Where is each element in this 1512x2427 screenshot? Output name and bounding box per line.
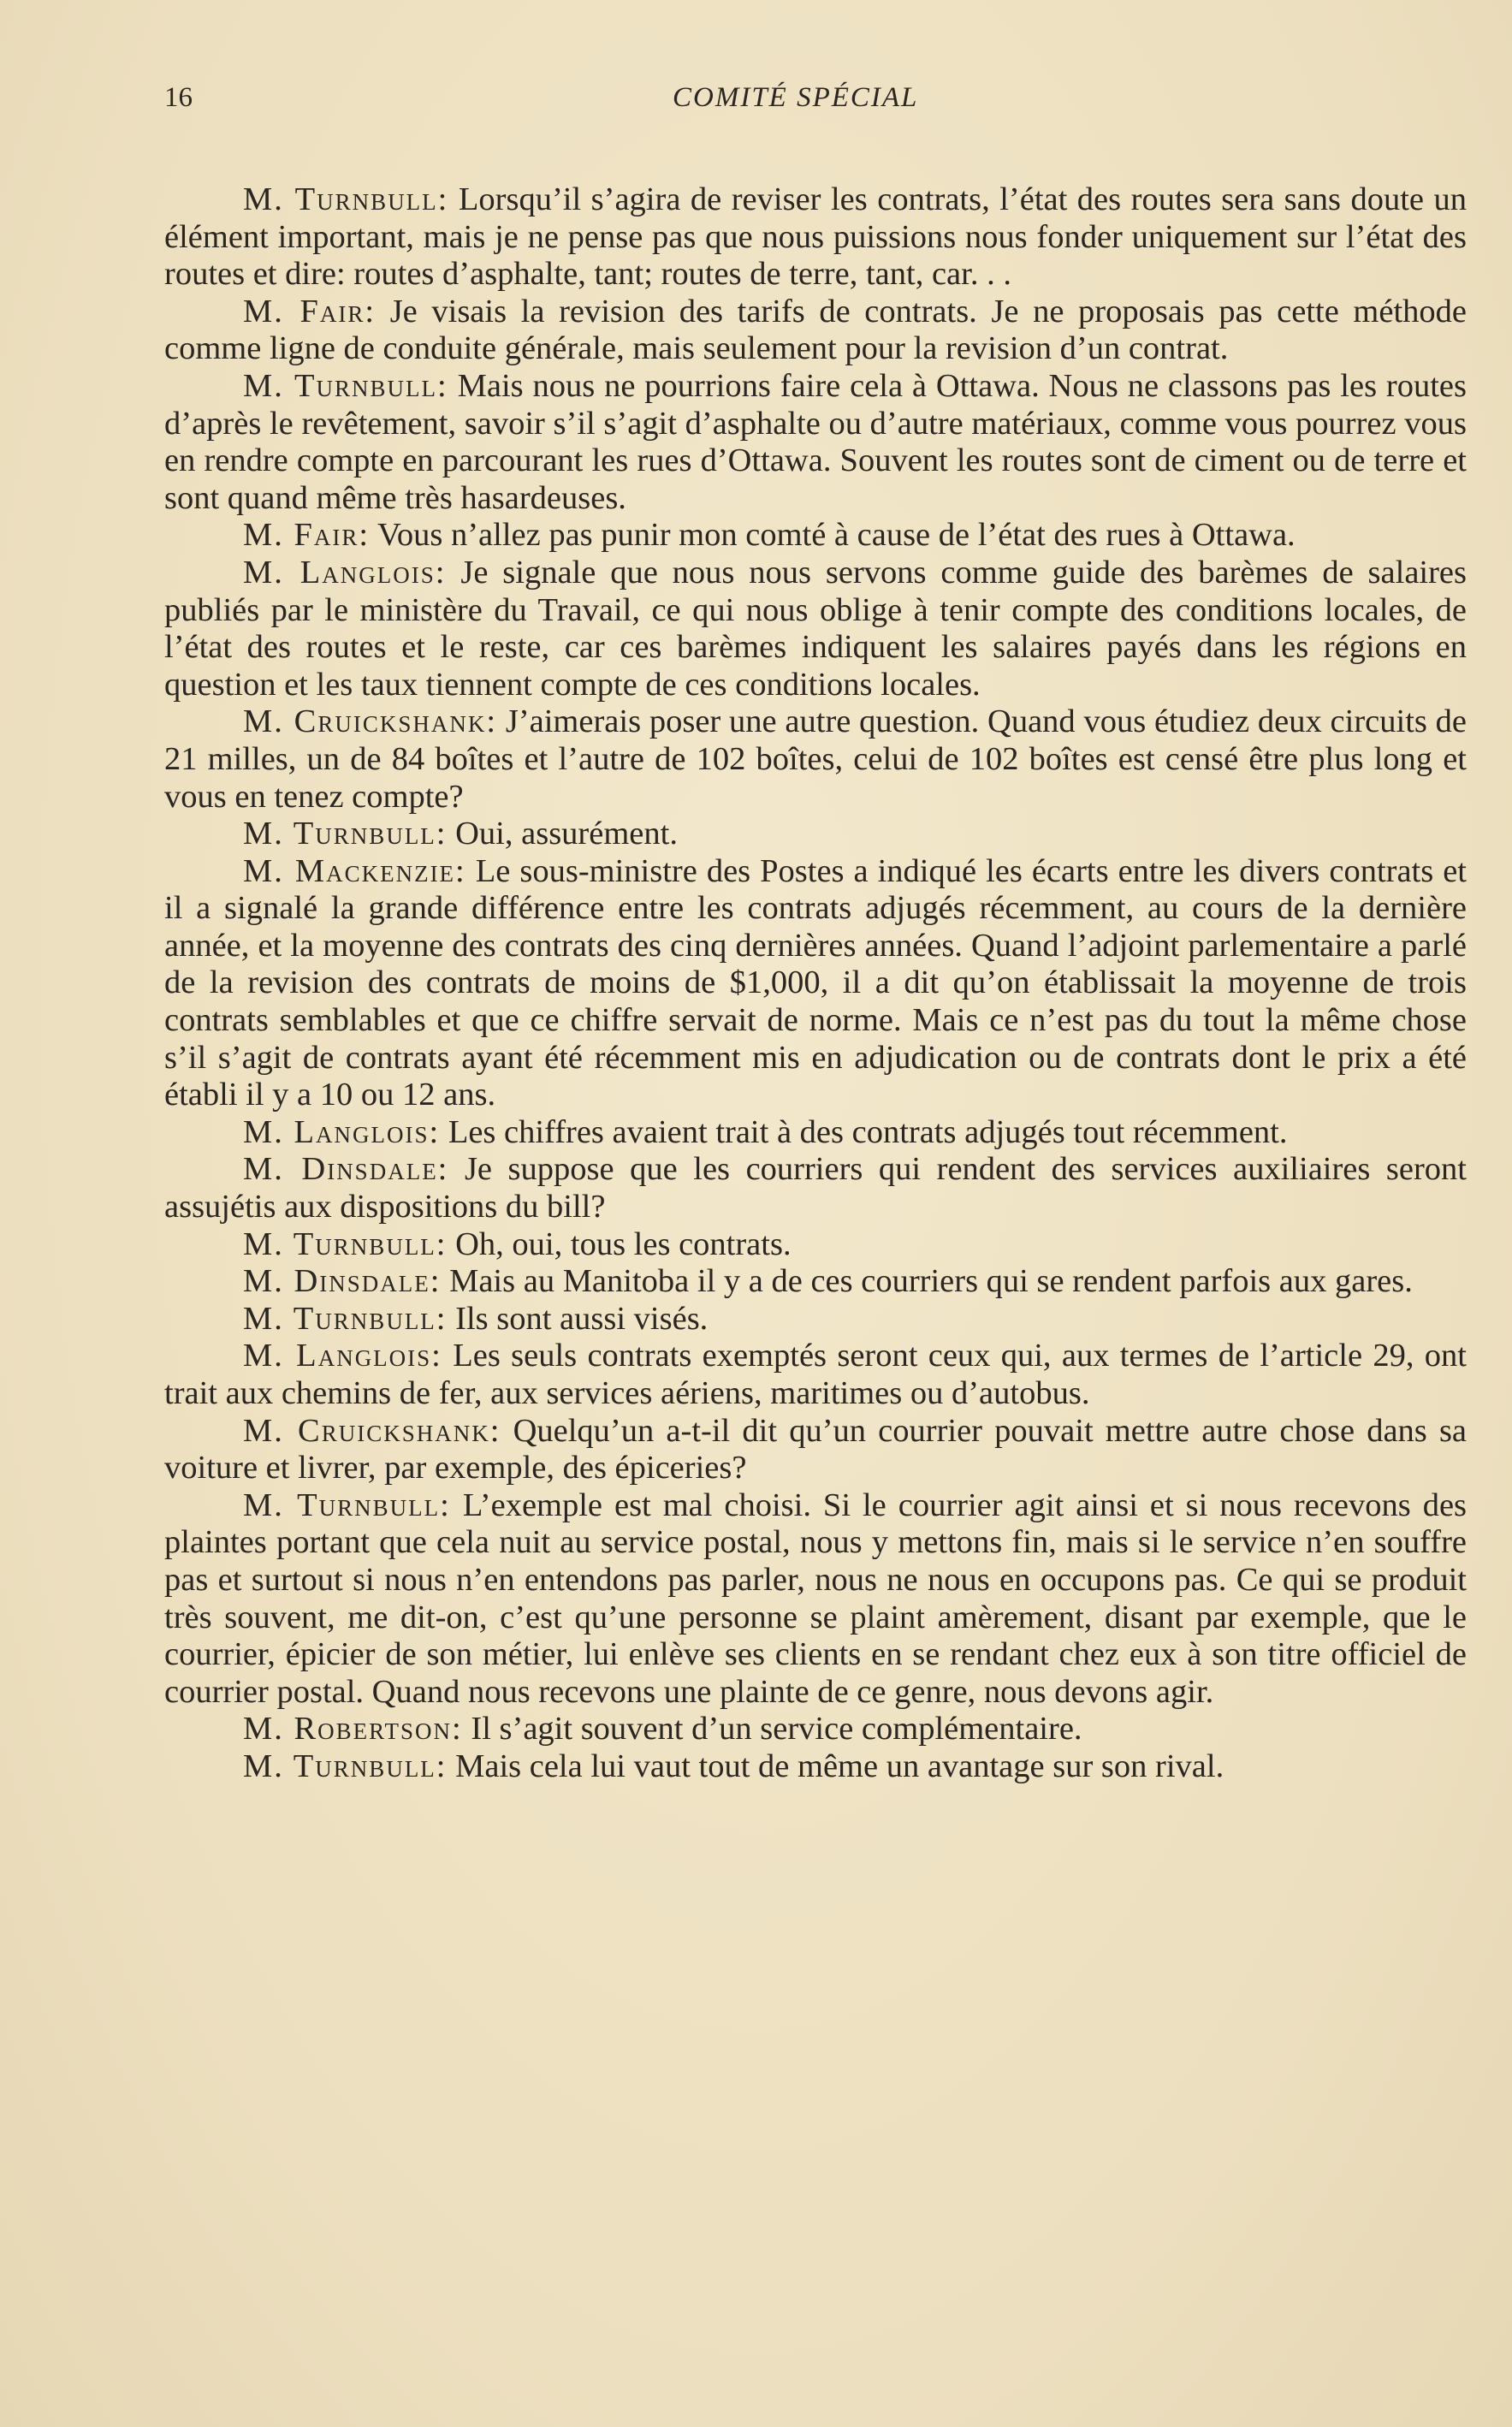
transcript-paragraph (164, 1338, 1467, 1412)
speech-text: Vous n’allez pas punir mon comté à cause de l’état des rues à Ottawa. (377, 517, 1296, 554)
speaker-name: M. Langlois: (243, 554, 447, 590)
speaker-name: M. Fair: (243, 293, 377, 329)
speaker-name: M. Turnbull: (243, 1225, 448, 1262)
speech-text: Oui, assurément. (455, 816, 678, 852)
transcript-paragraph (164, 1301, 1467, 1338)
speaker-name: M. Turnbull: (243, 181, 449, 217)
transcript-paragraph (164, 555, 1467, 703)
transcript-paragraph (164, 1226, 1467, 1264)
speaker-name: M. Cruickshank: (243, 703, 498, 740)
transcript-paragraph (164, 368, 1467, 517)
page-header (164, 82, 1468, 134)
speech-text: Je suppose que les courriers qui rendent des services auxiliaires seront assujétis aux dispositions du bill? (164, 1151, 1467, 1225)
speaker-name: M. Fair: (243, 517, 371, 554)
transcript-paragraph (164, 1748, 1467, 1786)
speech-text: Mais cela lui vaut tout de même un avantage sur son rival. (455, 1748, 1224, 1784)
transcript-paragraph (164, 181, 1467, 294)
speaker-name: M. Mackenzie: (243, 852, 466, 889)
speech-text: Quelqu’un a-t-il dit qu’un courrier pouvait mettre autre chose dans sa voiture et livrer, par exemple, des épiceries? (164, 1412, 1468, 1486)
transcript-paragraph (164, 1114, 1467, 1152)
speaker-name: M. Turnbull: (243, 1486, 451, 1523)
transcript-paragraph (164, 816, 1467, 853)
speaker-name: M. Turnbull: (243, 1300, 448, 1337)
speech-text: Je visais la revision des tarifs de contrats. Je ne proposais pas cette méthode comme ligne de conduite générale, mais seulement pour la revision d’un contrat. (164, 293, 1467, 367)
speaker-name: M. Turnbull: (243, 367, 448, 404)
speech-text: Les seuls contrats exemptés seront ceux qui, aux termes de l’article 29, ont trait aux chemins de fer, aux services aériens, maritimes ou d’autobus. (164, 1338, 1468, 1411)
speaker-name: M. Robertson: (243, 1711, 463, 1748)
transcript-paragraph (164, 703, 1467, 816)
speaker-name: M. Langlois: (243, 1338, 442, 1374)
speaker-name: M. Dinsdale: (243, 1263, 442, 1300)
speaker-name: M. Cruickshank: (243, 1412, 501, 1449)
speaker-name: M. Turnbull: (243, 816, 448, 852)
running-head: COMITÉ SPÉCIAL (673, 82, 919, 113)
speaker-name: M. Langlois: (243, 1113, 441, 1150)
speech-text: J’aimerais poser une autre question. Quand vous étudiez deux circuits de 21 milles, un de 84 boîtes et l’autre de 102 boîtes, celui de 102 boîtes est censé être plus long et vous en tenez compte? (164, 703, 1467, 815)
transcript-paragraph (164, 1413, 1467, 1487)
transcript-paragraph (164, 1151, 1467, 1225)
speech-text: Le sous-ministre des Postes a indiqué les écarts entre les divers contrats et il a signalé la grande différence entre les contrats adjugés récemment, au cours de la dernière année, et la moyenne des contrats des cinq dernières années. Quand l’adjoint parlementaire a parlé de la revision des contrats de moins de $1,000, il a dit qu’on établissait la moyenne de trois contrats semblables et que ce chiffre servait de norme. Mais ce n’est pas du tout la même chose s’il s’agit de contrats ayant été récemment mis en adjudication ou de contrats dont le prix a été établi il y a 10 ou 12 ans. (164, 852, 1468, 1113)
speech-text: Les chiffres avaient trait à des contrats adjugés tout récemment. (448, 1113, 1288, 1150)
speech-text: Mais nous ne pourrions faire cela à Ottawa. Nous ne classons pas les routes d’après le revêtement, savoir s’il s’agit d’asphalte ou d’autre matériaux, comme vous pourrez vous en rendre compte en parcourant les rues d’Ottawa. Souvent les routes sont de ciment ou de terre et sont quand même très hasardeuses. (164, 367, 1468, 516)
transcript-paragraph (164, 1263, 1467, 1301)
speech-text: Ils sont aussi visés. (455, 1300, 709, 1337)
speech-text: L’exemple est mal choisi. Si le courrier agit ainsi et si nous recevons des plaintes portant que cela nuit au service postal, nous y mettons fin, mais si le service n’en souffre pas et surtout si nous n’en entendons pas parler, nous ne nous en occupons pas. Ce qui se produit très souvent, me dit-on, c’est qu’une personne se plaint amèrement, disant par exemple, que le courrier, épicier de son métier, lui enlève ses clients en se rendant chez eux à son titre officiel de courrier postal. Quand nous recevons une plainte de ce genre, nous devons agir. (164, 1486, 1468, 1710)
speech-text: Il s’agit souvent d’un service complémentaire. (471, 1711, 1082, 1748)
speech-text: Je signale que nous nous servons comme guide des barèmes de salaires publiés par le ministère du Travail, ce qui nous oblige à tenir compte des conditions locales, de l’état des routes et le reste, car ces barèmes indiquent les salaires payés dans les régions en question et les taux tiennent compte de ces conditions locales. (164, 554, 1468, 703)
page-number: 16 (164, 82, 193, 113)
transcript-paragraph (164, 1711, 1467, 1748)
transcript-paragraph (164, 853, 1467, 1114)
speaker-name: M. Dinsdale: (243, 1151, 449, 1188)
transcript-paragraph (164, 1487, 1467, 1712)
speaker-name: M. Turnbull: (243, 1748, 448, 1784)
transcript-body (164, 181, 1467, 1786)
transcript-paragraph (164, 294, 1467, 368)
speech-text: Mais au Manitoba il y a de ces courriers qui se rendent parfois aux gares. (449, 1263, 1413, 1300)
transcript-paragraph (164, 517, 1467, 555)
speech-text: Oh, oui, tous les contrats. (455, 1225, 792, 1262)
speech-text: Lorsqu’il s’agira de reviser les contrats, l’état des routes sera sans doute un élément important, mais je ne pense pas que nous puissions nous fonder uniquement sur l’état des routes et dire: routes d’asphalte, tant; routes de terre, tant, car. . . (164, 181, 1468, 293)
